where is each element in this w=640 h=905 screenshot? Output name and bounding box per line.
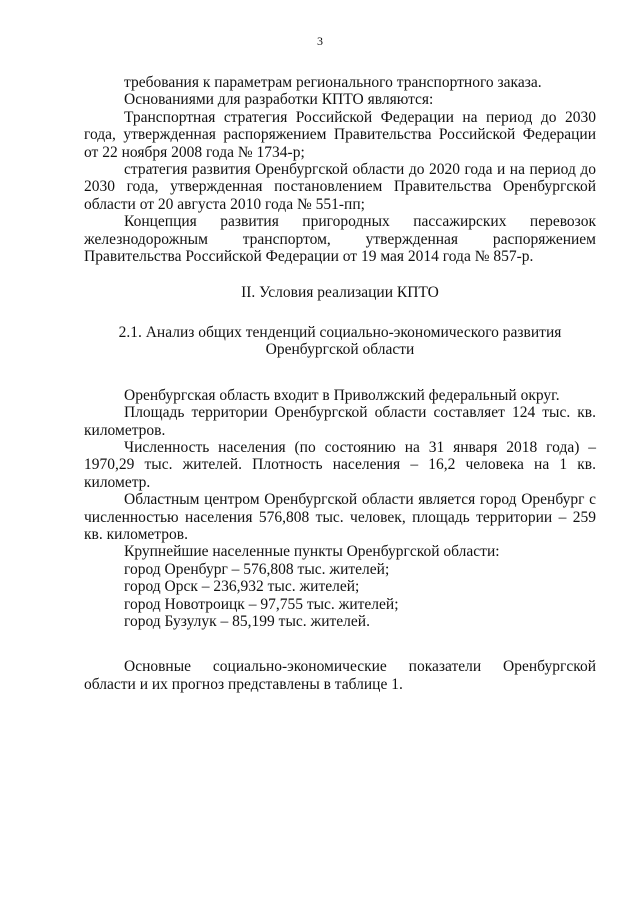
paragraph-regional-strategy: стратегия развития Оренбургской области до 2020 года и на период до 2030 года, утвержденная постановлением Правительства Оренбургской области от 20 августа 2010 года № 551-пп; bbox=[84, 161, 596, 213]
paragraph-grounds: Основаниями для разработки КПТО являются: bbox=[124, 91, 434, 109]
paragraph-largest-cities: Крупнейшие населенные пункты Оренбургской области: bbox=[124, 543, 500, 561]
subsection-heading-line2: Оренбургской области bbox=[265, 341, 415, 359]
city-list-item: город Бузулук – 85,199 тыс. жителей. bbox=[124, 612, 370, 630]
paragraph-table-reference: Основные социально-экономические показатели Оренбургской области и их прогноз представлены в таблице 1. bbox=[84, 658, 596, 693]
city-list-item: город Оренбург – 576,808 тыс. жителей; bbox=[124, 560, 390, 578]
section-heading: II. Условия реализации КПТО bbox=[241, 284, 439, 302]
paragraph-transport-order: требования к параметрам регионального транспортного заказа. bbox=[124, 74, 542, 91]
paragraph-rail-concept: Концепция развития пригородных пассажирских перевозок железнодорожным транспортом, утвержденная распоряжением Правительства Российской Федерации от 19 мая 2014 года № 857-р. bbox=[84, 213, 596, 266]
page-number: 3 bbox=[317, 34, 323, 48]
paragraph-area: Площадь территории Оренбургской области составляет 124 тыс. кв. километров. bbox=[84, 404, 596, 439]
city-list-item: город Орск – 236,932 тыс. жителей; bbox=[124, 578, 360, 596]
paragraph-federal-district: Оренбургская область входит в Приволжский федеральный округ. bbox=[124, 386, 560, 404]
page-content bbox=[84, 74, 596, 693]
city-list-item: город Новотроицк – 97,755 тыс. жителей; bbox=[124, 595, 399, 613]
subsection-heading-line1: 2.1. Анализ общих тенденций социально-экономического развития bbox=[118, 323, 562, 341]
paragraph-capital: Областным центром Оренбургской области является город Оренбург с численностью населения 576,808 тыс. человек, площадь территории – 259 кв. километров. bbox=[84, 491, 596, 543]
paragraph-transport-strategy: Транспортная стратегия Российской Федерации на период до 2030 года, утвержденная распоряжением Правительства Российской Федерации от 22 ноября 2008 года № 1734-р; bbox=[84, 108, 596, 161]
paragraph-population: Численность населения (по состоянию на 31 января 2018 года) – 1970,29 тыс. жителей. Плотность населения – 16,2 человека на 1 кв. километр. bbox=[84, 438, 596, 491]
